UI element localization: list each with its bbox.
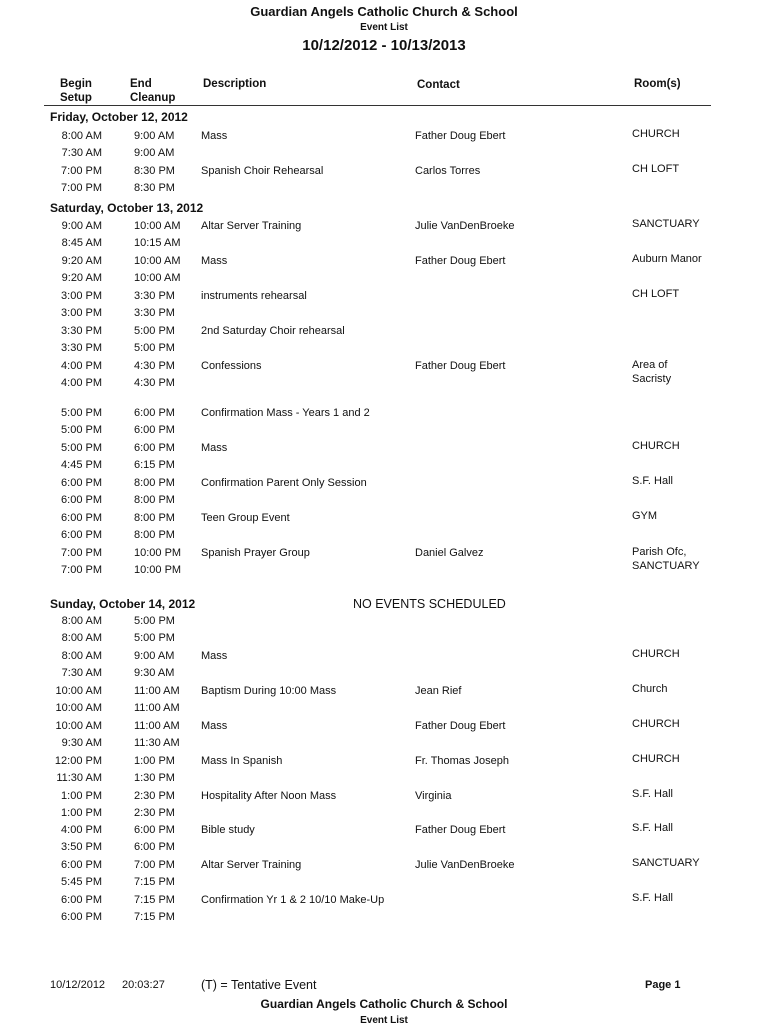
cleanup-time: 10:00 PM: [134, 564, 182, 576]
print-time: 20:03:27: [122, 979, 165, 991]
cleanup-time: 3:30 PM: [134, 307, 175, 319]
begin-time: 8:00 AM: [61, 130, 102, 142]
event-description: Mass: [201, 720, 228, 732]
begin-time: 4:00 PM: [61, 360, 102, 372]
begin-time: 10:00 AM: [55, 720, 102, 732]
begin-time: 10:00 AM: [55, 685, 102, 697]
end-time: 2:30 PM: [134, 790, 175, 802]
setup-time: 3:00 PM: [61, 307, 102, 319]
event-description: Mass: [201, 255, 228, 267]
setup-time: 7:00 PM: [61, 564, 102, 576]
event-description: Confessions: [201, 360, 262, 372]
setup-time: 7:30 AM: [61, 667, 102, 679]
event-contact: Father Doug Ebert: [415, 360, 506, 372]
begin-time: 12:00 PM: [54, 755, 102, 767]
cleanup-time: 11:00 AM: [134, 702, 180, 714]
header-divider: [44, 105, 711, 106]
begin-time: 7:00 PM: [61, 165, 102, 177]
event-row: [0, 253, 768, 289]
org-title: Guardian Angels Catholic Church & School: [250, 4, 518, 19]
event-room: Church: [632, 683, 668, 695]
event-room: S.F. Hall: [632, 788, 673, 800]
setup-time: 11:30 AM: [56, 772, 102, 784]
cleanup-time: 7:15 PM: [134, 911, 175, 923]
event-description: Teen Group Event: [201, 512, 290, 524]
setup-time: 1:00 PM: [61, 807, 102, 819]
col-begin-header: [60, 77, 92, 105]
day-heading: Sunday, October 14, 2012: [50, 597, 196, 611]
day-heading: Saturday, October 13, 2012: [50, 201, 204, 215]
event-description: Mass: [201, 130, 228, 142]
begin-time: 6:00 PM: [61, 859, 102, 871]
setup-time: 9:20 AM: [61, 272, 102, 284]
event-contact: Father Doug Ebert: [415, 255, 506, 267]
event-row: [0, 475, 768, 511]
end-time: 7:00 PM: [134, 859, 175, 871]
begin-time: 5:00 PM: [61, 407, 102, 419]
event-description: Confirmation Mass - Years 1 and 2: [201, 407, 370, 419]
cleanup-time: 9:30 AM: [134, 667, 175, 679]
event-row: [0, 323, 768, 359]
event-row: [0, 163, 768, 199]
setup-time: 10:00 AM: [55, 702, 102, 714]
event-description: Confirmation Parent Only Session: [201, 477, 367, 489]
event-row: [0, 857, 768, 893]
event-description: Altar Server Training: [201, 859, 302, 871]
setup-time: 6:00 PM: [61, 494, 102, 506]
event-row: [0, 358, 768, 404]
event-contact: Father Doug Ebert: [415, 130, 506, 142]
setup-time: 6:00 PM: [61, 911, 102, 923]
begin-time: 1:00 PM: [61, 790, 102, 802]
setup-time: 5:00 PM: [61, 424, 102, 436]
begin-time: 8:00 AM: [61, 615, 102, 627]
begin-time: 9:00 AM: [61, 220, 102, 232]
setup-time: 4:00 PM: [61, 377, 102, 389]
end-time: 5:00 PM: [134, 615, 175, 627]
setup-time: 8:45 AM: [61, 237, 102, 249]
cleanup-time: 2:30 PM: [134, 807, 175, 819]
cleanup-time: 8:00 PM: [134, 494, 175, 506]
event-description: Mass: [201, 442, 228, 454]
event-description: Spanish Choir Rehearsal: [201, 165, 324, 177]
event-row: [0, 218, 768, 254]
event-description: Mass In Spanish: [201, 755, 283, 767]
cleanup-time: 8:00 PM: [134, 529, 175, 541]
end-time: 7:15 PM: [134, 894, 175, 906]
event-description: Spanish Prayer Group: [201, 547, 310, 559]
event-row: [0, 718, 768, 754]
event-room: SANCTUARY: [632, 218, 700, 230]
event-description: Bible study: [201, 824, 255, 836]
event-room: CH LOFT: [632, 163, 680, 175]
col-rooms-header: Room(s): [634, 78, 681, 90]
event-contact: Virginia: [415, 790, 452, 802]
event-row: [0, 788, 768, 824]
setup-time: 7:00 PM: [61, 182, 102, 194]
event-room: GYM: [632, 510, 658, 522]
end-time: 8:30 PM: [134, 165, 175, 177]
cleanup-time: 9:00 AM: [134, 147, 175, 159]
end-time: 11:00 AM: [134, 720, 180, 732]
event-row: [0, 128, 768, 164]
event-contact: Father Doug Ebert: [415, 720, 506, 732]
event-contact: Fr. Thomas Joseph: [415, 755, 509, 767]
col-cleanup-label: Cleanup: [130, 92, 176, 104]
col-begin-label: Begin: [60, 78, 92, 90]
event-row: [0, 822, 768, 858]
event-room: Area of Sacristy: [632, 359, 672, 385]
event-description: Hospitality After Noon Mass: [201, 790, 337, 802]
cleanup-time: 6:00 PM: [134, 841, 175, 853]
event-row: [0, 405, 768, 441]
end-time: 8:00 PM: [134, 477, 175, 489]
event-row: [0, 683, 768, 719]
setup-time: 4:45 PM: [61, 459, 102, 471]
cleanup-time: 5:00 PM: [134, 632, 175, 644]
end-time: 8:00 PM: [134, 512, 175, 524]
end-time: 5:00 PM: [134, 325, 175, 337]
setup-time: 6:00 PM: [61, 529, 102, 541]
event-room: CHURCH: [632, 648, 680, 660]
date-range: 10/12/2012 - 10/13/2013: [302, 37, 466, 54]
no-events-note: NO EVENTS SCHEDULED: [353, 597, 506, 611]
next-page-subtitle: Event List: [360, 1015, 408, 1026]
setup-time: 9:30 AM: [61, 737, 102, 749]
begin-time: 5:00 PM: [61, 442, 102, 454]
event-contact: Father Doug Ebert: [415, 824, 506, 836]
event-room: CHURCH: [632, 128, 680, 140]
end-time: 10:00 AM: [134, 220, 181, 232]
col-setup-label: Setup: [60, 92, 92, 104]
event-description: Baptism During 10:00 Mass: [201, 685, 337, 697]
event-row: [0, 753, 768, 789]
end-time: 9:00 AM: [134, 650, 175, 662]
cleanup-time: 4:30 PM: [134, 377, 175, 389]
event-contact: Julie VanDenBroeke: [415, 859, 515, 871]
tentative-legend: (T) = Tentative Event: [201, 978, 317, 992]
end-time: 9:00 AM: [134, 130, 175, 142]
cleanup-time: 10:15 AM: [134, 237, 181, 249]
page-number: Page 1: [645, 979, 681, 991]
cleanup-time: 1:30 PM: [134, 772, 175, 784]
end-time: 3:30 PM: [134, 290, 175, 302]
event-description: 2nd Saturday Choir rehearsal: [201, 325, 345, 337]
event-description: instruments rehearsal: [201, 290, 307, 302]
begin-time: 8:00 AM: [61, 650, 102, 662]
end-time: 4:30 PM: [134, 360, 175, 372]
begin-time: 4:00 PM: [61, 824, 102, 836]
cleanup-time: 11:30 AM: [134, 737, 180, 749]
setup-time: 5:45 PM: [61, 876, 102, 888]
cleanup-time: 7:15 PM: [134, 876, 175, 888]
end-time: 10:00 AM: [134, 255, 181, 267]
col-description-header: Description: [203, 78, 267, 90]
begin-time: 3:30 PM: [61, 325, 102, 337]
begin-time: 6:00 PM: [61, 477, 102, 489]
cleanup-time: 6:15 PM: [134, 459, 175, 471]
event-row: [0, 510, 768, 546]
event-room: CHURCH: [632, 440, 680, 452]
event-room: S.F. Hall: [632, 475, 673, 487]
begin-time: 9:20 AM: [61, 255, 102, 267]
event-row: [0, 892, 768, 928]
end-time: 6:00 PM: [134, 442, 175, 454]
event-room: SANCTUARY: [632, 857, 700, 869]
setup-time: 8:00 AM: [61, 632, 102, 644]
begin-time: 7:00 PM: [61, 547, 102, 559]
end-time: 1:00 PM: [134, 755, 175, 767]
event-room: CHURCH: [632, 753, 680, 765]
event-contact: Carlos Torres: [415, 165, 481, 177]
setup-time: 3:30 PM: [61, 342, 102, 354]
end-time: 6:00 PM: [134, 824, 175, 836]
next-page-title: Guardian Angels Catholic Church & School: [260, 997, 508, 1011]
end-time: 6:00 PM: [134, 407, 175, 419]
event-contact: Daniel Galvez: [415, 547, 484, 559]
begin-time: 3:00 PM: [61, 290, 102, 302]
cleanup-time: 6:00 PM: [134, 424, 175, 436]
event-contact: Julie VanDenBroeke: [415, 220, 515, 232]
event-description: Confirmation Yr 1 & 2 10/10 Make-Up: [201, 894, 385, 906]
print-date: 10/12/2012: [50, 979, 106, 991]
event-description: Altar Server Training: [201, 220, 302, 232]
setup-time: 7:30 AM: [61, 147, 102, 159]
day-heading: Friday, October 12, 2012: [50, 110, 188, 124]
setup-time: 3:50 PM: [61, 841, 102, 853]
event-room: CH LOFT: [632, 288, 680, 300]
cleanup-time: 8:30 PM: [134, 182, 175, 194]
event-row: [0, 288, 768, 324]
report-subtitle: Event List: [360, 22, 408, 33]
event-room: Parish Ofc, SANCTUARY: [632, 546, 700, 572]
event-contact: Jean Rief: [415, 685, 462, 697]
event-room: CHURCH: [632, 718, 680, 730]
event-row: [0, 545, 768, 581]
event-row: [0, 613, 768, 649]
event-room: S.F. Hall: [632, 892, 673, 904]
begin-time: 6:00 PM: [61, 512, 102, 524]
event-row: [0, 440, 768, 476]
event-room: Auburn Manor: [632, 253, 702, 265]
event-row: [0, 648, 768, 684]
end-time: 11:00 AM: [134, 685, 180, 697]
cleanup-time: 10:00 AM: [134, 272, 181, 284]
col-end-header: [130, 77, 175, 105]
event-room: S.F. Hall: [632, 822, 673, 834]
cleanup-time: 5:00 PM: [134, 342, 175, 354]
event-description: Mass: [201, 650, 228, 662]
end-time: 10:00 PM: [134, 547, 182, 559]
col-end-label: End: [130, 78, 152, 90]
begin-time: 6:00 PM: [61, 894, 102, 906]
col-contact-header: Contact: [417, 79, 460, 91]
